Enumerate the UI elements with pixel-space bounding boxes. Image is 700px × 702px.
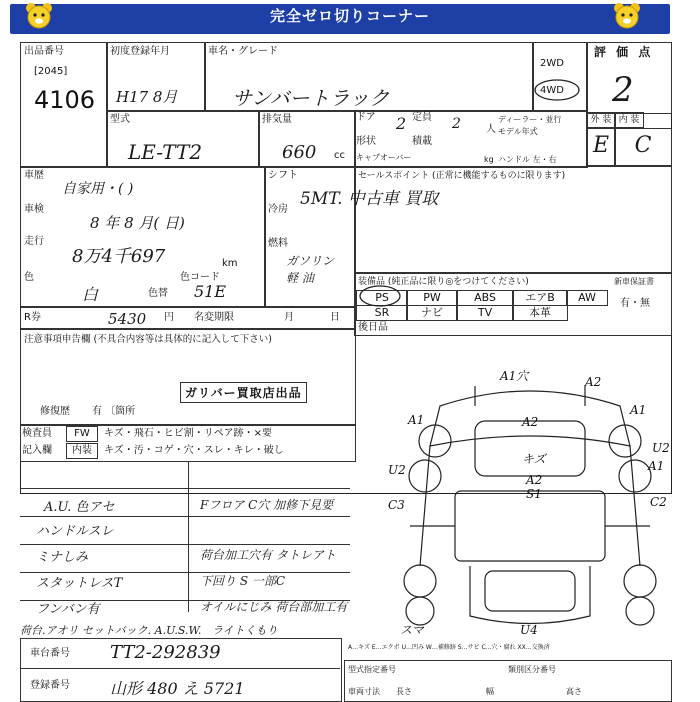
reg-year-value: H17 8月 — [116, 88, 178, 106]
equip-pw: PW — [406, 290, 458, 306]
note-left-6: 荷台.アオリ セットバック. A.U.S.W. — [20, 624, 202, 637]
sales-value: 5MT. 中古車 買取 — [300, 189, 439, 209]
note-left-4: スタットレスT — [36, 576, 123, 591]
repair-label: 修復歴 — [40, 406, 70, 417]
note-right-4: オイルにじみ 荷台部加工有 — [200, 600, 348, 614]
class-label: 類別区分番号 — [508, 665, 556, 674]
mark-u4: U4 — [520, 623, 538, 636]
banner-title: 完全ゼロ切りコーナー — [269, 7, 430, 25]
usage-label: 車歴 — [24, 170, 44, 181]
mark-a2-top: A2 — [585, 375, 602, 389]
note-rule — [20, 516, 350, 517]
drive-circle-mark — [532, 78, 582, 102]
ps-circle-mark — [356, 284, 406, 308]
exterior-value: E — [586, 128, 616, 166]
handle-label: ハンドル 左・右 — [498, 155, 557, 164]
note-rule — [20, 488, 350, 489]
note-right-1: Fフロア C穴 加修下見要 — [200, 498, 334, 512]
note-left-2: ハンドルスレ — [36, 524, 114, 539]
exterior-label: 外 装 — [586, 112, 616, 128]
inspector-interior-head: 内装 — [66, 443, 98, 459]
bear-mascot-icon — [612, 2, 642, 30]
note-left-1: A.U. 色アセ — [44, 500, 115, 515]
sales-label: セールスポイント (正常に機能するものに限ります) — [358, 171, 566, 181]
note-right-5: ライトくもり — [212, 624, 278, 637]
color-label: 色 — [24, 272, 34, 283]
color-code-label: 色コード — [180, 272, 220, 283]
recycle-unit: 円 — [164, 312, 174, 323]
gulliver-stamp: ガリバー買取店出品 — [180, 382, 307, 403]
mileage-value: 8万4千697 — [72, 246, 166, 267]
vehicle-damage-diagram — [380, 366, 680, 636]
bear-mascot-icon — [24, 2, 54, 30]
interior-label: 内 装 — [614, 112, 644, 128]
load-unit: kg — [484, 155, 494, 164]
displacement-unit: cc — [334, 150, 345, 161]
type-label: 型式 — [110, 114, 130, 125]
name-change-month: 月 — [284, 312, 294, 323]
type-cert-label: 型式指定番号 — [348, 665, 396, 674]
inspector-fw-head: FW — [66, 426, 98, 442]
mileage-label: 走行 — [24, 236, 44, 247]
width-label: 幅 — [486, 687, 494, 696]
plate-label: 登録番号 — [30, 680, 70, 691]
equipment-label: 装備品 (純正品に限り◎をつけてください) — [358, 277, 529, 287]
equip-leather: 本革 — [512, 305, 568, 321]
note-rule — [20, 544, 350, 545]
repair-value: 有 〔箇所 — [92, 406, 136, 417]
mark-a1-left: A1 — [408, 413, 425, 427]
note-divider — [188, 462, 189, 612]
drive-2wd: 2WD — [540, 58, 564, 69]
load-label: 積載 — [412, 136, 432, 147]
fuel-value: ガソリン 軽 油 — [286, 254, 335, 285]
door-value: 2 — [396, 114, 407, 133]
drive-4wd: 4WD — [540, 85, 564, 96]
color-value: 白 — [82, 285, 99, 304]
mark-a1-right: A1 — [630, 403, 647, 417]
note-left-3: ミナしみ — [36, 550, 89, 565]
shape-value: キャブオーバー — [356, 153, 412, 162]
ac-label: 冷房 — [268, 204, 288, 215]
inspector-fw-row: キズ・飛石・ヒビ割・リペア跡・×要 — [104, 428, 272, 439]
mark-c2: C2 — [650, 495, 667, 509]
lot-code: [2045] — [34, 66, 68, 77]
mileage-unit: km — [222, 258, 238, 269]
warranty-value: 有・無 — [620, 298, 650, 309]
reg-year-label: 初度登録年月 — [110, 46, 170, 57]
inspector-label-1: 検査員 — [22, 428, 52, 439]
mark-u2-left: U2 — [388, 463, 406, 477]
inspector-label-2: 記入欄 — [22, 445, 52, 456]
tone-label: 色替 — [148, 288, 168, 299]
color-code-value: 51E — [194, 282, 227, 301]
rating-label: 評 価 点 — [594, 45, 654, 59]
recycle-box — [20, 306, 356, 330]
size-label: 車両寸法 — [348, 687, 380, 696]
capacity-label: 定員 — [412, 112, 432, 123]
mark-suma: スマ — [400, 623, 424, 636]
shift-label: シフト — [268, 170, 298, 181]
rating-value: 2 — [612, 70, 634, 110]
mark-s1: S1 — [526, 487, 542, 501]
frame-rule — [20, 668, 340, 669]
equip-airbag: エアB — [512, 290, 568, 306]
sales-box — [354, 166, 672, 274]
model-value: サンバートラック — [232, 86, 390, 110]
model-year-label: モデル年式 — [498, 127, 538, 136]
mark-u2-right: U2 — [652, 441, 670, 455]
note-right-2: 荷台加工穴有 タトレアト — [200, 548, 336, 562]
capacity-unit: 人 — [486, 124, 496, 135]
damage-legend: A…キズ E…エクボ U…凹み W…補修跡 S…サビ C…穴・腐れ XX…交換済 — [348, 644, 550, 651]
fuel-label: 燃料 — [268, 238, 288, 249]
height-label: 高さ — [566, 687, 582, 696]
note-left-5: フンバン有 — [36, 602, 100, 617]
equip-ps: PS — [356, 290, 408, 306]
mark-a2-bed: A2 — [526, 473, 543, 487]
after-items-label: 後日品 — [358, 322, 388, 333]
plate-value: 山形 480 え 5721 — [110, 679, 245, 698]
history-box — [20, 166, 266, 308]
name-change-label: 名変期限 — [194, 312, 234, 323]
name-change-day: 日 — [330, 312, 340, 323]
length-label: 長さ — [396, 687, 412, 696]
warranty-label: 新車保証書 — [614, 277, 654, 286]
mark-a2-roof: A2 — [522, 415, 539, 429]
recycle-label: R券 — [24, 312, 41, 323]
equip-aw: AW — [566, 290, 608, 306]
mark-c3: C3 — [388, 498, 405, 512]
mark-a1-hole: A1穴 — [500, 369, 529, 383]
recycle-value: 5430 — [108, 310, 147, 328]
equip-tv: TV — [456, 305, 514, 321]
equip-abs: ABS — [456, 290, 514, 306]
door-label: ドア — [356, 112, 376, 123]
interior-value: C — [614, 128, 672, 166]
inspector-interior-row: キズ・汚・コゲ・穴・スレ・キレ・破し — [104, 445, 284, 456]
frame-value: TT2-292839 — [110, 642, 221, 663]
equip-sr: SR — [356, 305, 408, 321]
note-right-3: 下回り S 一部C — [200, 574, 286, 588]
equip-navi: ナビ — [406, 305, 458, 321]
displacement-label: 排気量 — [262, 114, 292, 125]
inspect-label: 車検 — [24, 204, 44, 215]
model-label: 車名・グレード — [208, 46, 278, 57]
usage-value: 自家用・( ) — [62, 181, 134, 197]
dealer-label: ディーラー・並行 — [498, 115, 562, 124]
displacement-value: 660 — [282, 142, 317, 163]
mark-a1-rear: A1 — [648, 459, 665, 473]
frame-label: 車台番号 — [30, 648, 70, 659]
type-value: LE-TT2 — [128, 140, 203, 164]
shape-label: 形状 — [356, 136, 376, 147]
capacity-value: 2 — [452, 116, 461, 132]
lot-label: 出品番号 — [24, 46, 64, 57]
notes-label: 注意事項申告欄 (不具合内容等は具体的に記入して下さい) — [24, 334, 272, 345]
mark-scratch: キズ — [522, 452, 546, 466]
inspect-value: 8 年 8 月( 日) — [90, 214, 185, 232]
lot-number: 4106 — [34, 86, 96, 114]
